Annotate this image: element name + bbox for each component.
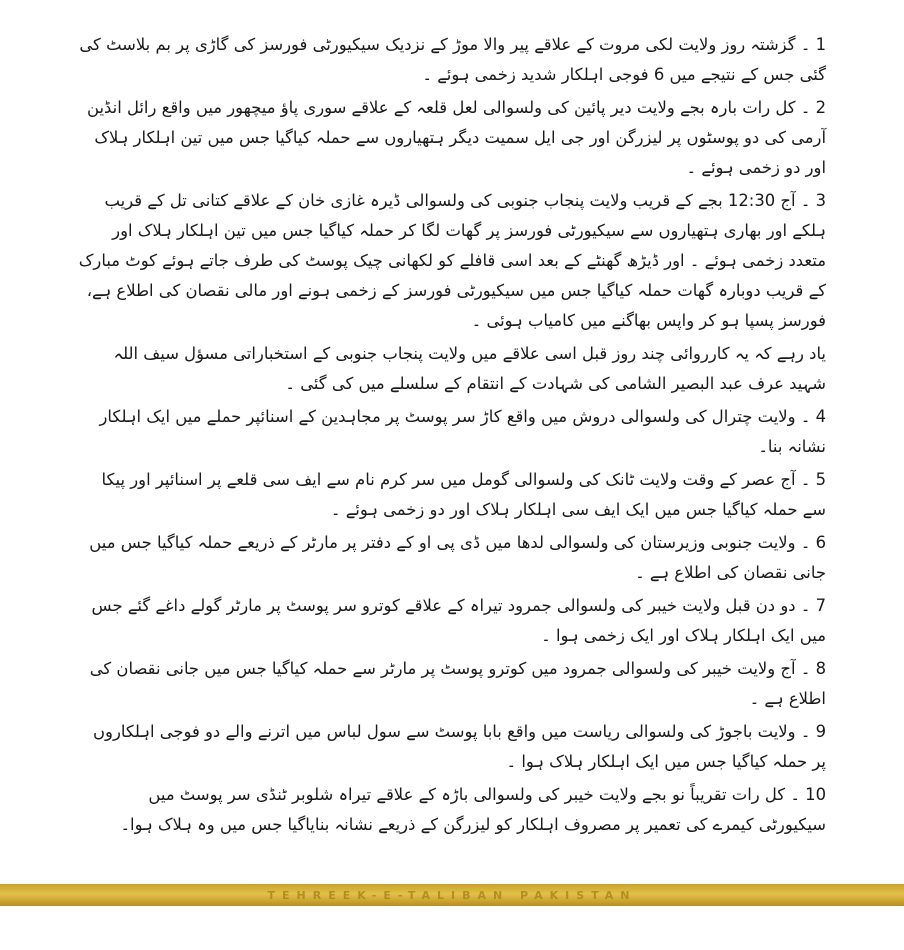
paragraph-2: 2 ۔ کل رات بارہ بجے ولایت دیر پائین کی ولسوالی لعل قلعہ کے علاقے سوری پاؤ میچھور میں واقع رائل انڈین آرمی کی دو پوسٹوں پر لیزرگن اور جی ایل سمیت دیگر ہتھیاروں سے حملہ کیاگیا جس میں تین اہلکار ہلاک اور دو زخمی ہوئے ۔ xyxy=(86,98,826,177)
paragraph-3: 3 ۔ آج 12:30 بجے کے قریب ولایت پنجاب جنوبی کی ولسوالی ڈیرہ غازی خان کے علاقے کتانی تل کے قریب ہلکے اور بھاری ہتھیاروں سے سیکیورٹی فورسز پر گھات لگا کر حملہ کیاگیا جس میں تین اہلکار ہلاک اور متعدد زخمی ہوئے ۔ اور ڈیڑھ گھنٹے کے بعد اسی قافلے کو لکھانی چیک پوسٹ کی طرف جاتے ہوئے کوٹ مبارک کے قریب دوبارہ گھات حملہ کیاگیا جس میں سیکیورٹی فورسز کے زخمی ہونے اور مالی نقصان کی اطلاع ہے، فورسز پسپا ہو کر واپس بھاگنے میں کامیاب ہوئی ۔ xyxy=(78,191,826,330)
paragraph-5: 5 ۔ آج عصر کے وقت ولایت ٹانک کی ولسوالی گومل میں سر کرم نام سے ایف سی قلعے پر اسنائپر اور پیکا سے حملہ کیاگیا جس میں ایک ایف سی اہلکار ہلاک اور دو زخمی ہوئے ۔ xyxy=(101,470,826,519)
footer-watermark: TEHREEK-E-TALIBAN PAKISTAN xyxy=(267,888,637,902)
bottom-margin xyxy=(0,906,904,950)
paragraph-4: 4 ۔ ولایت چترال کی ولسوالی دروش میں واقع کاڑ سر پوسٹ پر مجاہدین کے اسنائپر حملے میں ایک اہلکار نشانہ بنا۔ xyxy=(99,407,826,456)
paragraph-7: 7 ۔ دو دن قبل ولایت خیبر کی ولسوالی جمرود تیراہ کے علاقے کوترو سر پوسٹ پر مارٹر گولے داغے گئے جس میں ایک اہلکار ہلاک اور ایک زخمی ہوا ۔ xyxy=(91,596,826,645)
footer-gold-band xyxy=(0,884,904,906)
paragraph-10: 10 ۔ کل رات تقریباً نو بجے ولایت خیبر کی ولسوالی باڑہ کے علاقے تیراہ شلوبر ٹنڈی سر پوسٹ میں سیکیورٹی کیمرے کی تعمیر پر مصروف اہلکار کو لیزرگن کے ذریعے نشانہ بنایاگیا جس میں وہ ہلاک ہوا۔ xyxy=(120,785,826,834)
paragraph-9: 9 ۔ ولایت باجوڑ کی ولسوالی ریاست میں واقع بابا پوسٹ سے سول لباس میں اترنے والے دو فوجی اہلکاروں پر حملہ کیاگیا جس میں ایک اہلکار ہلاک ہوا ۔ xyxy=(93,722,826,771)
paragraph-8: 8 ۔ آج ولایت خیبر کی ولسوالی جمرود میں کوترو پوسٹ پر مارٹر سے حملہ کیاگیا جس میں جانی نقصان کی اطلاع ہے ۔ xyxy=(89,659,826,708)
paragraph-1: 1 ۔ گزشتہ روز ولایت لکی مروت کے علاقے پیر والا موڑ کے نزدیک سیکیورٹی فورسز کی گاڑی پر بم بلاسٹ کی گئی جس کے نتیجے میں 6 فوجی اہلکار شدید زخمی ہوئے ۔ xyxy=(79,35,826,84)
document-body xyxy=(78,30,826,843)
paragraph-3-note: یاد رہے کہ یہ کارروائی چند روز قبل اسی علاقے میں ولایت پنجاب جنوبی کے استخباراتی مسؤل سیف اللہ شہید عرف عبد البصیر الشامی کی شہادت کے انتقام کے سلسلے میں کی گئی ۔ xyxy=(113,344,826,393)
paragraph-6: 6 ۔ ولایت جنوبی وزیرستان کی ولسوالی لدھا میں ڈی پی او کے دفتر پر مارٹر کے ذریعے حملہ کیاگیا جس میں جانی نقصان کی اطلاع ہے ۔ xyxy=(89,533,826,582)
